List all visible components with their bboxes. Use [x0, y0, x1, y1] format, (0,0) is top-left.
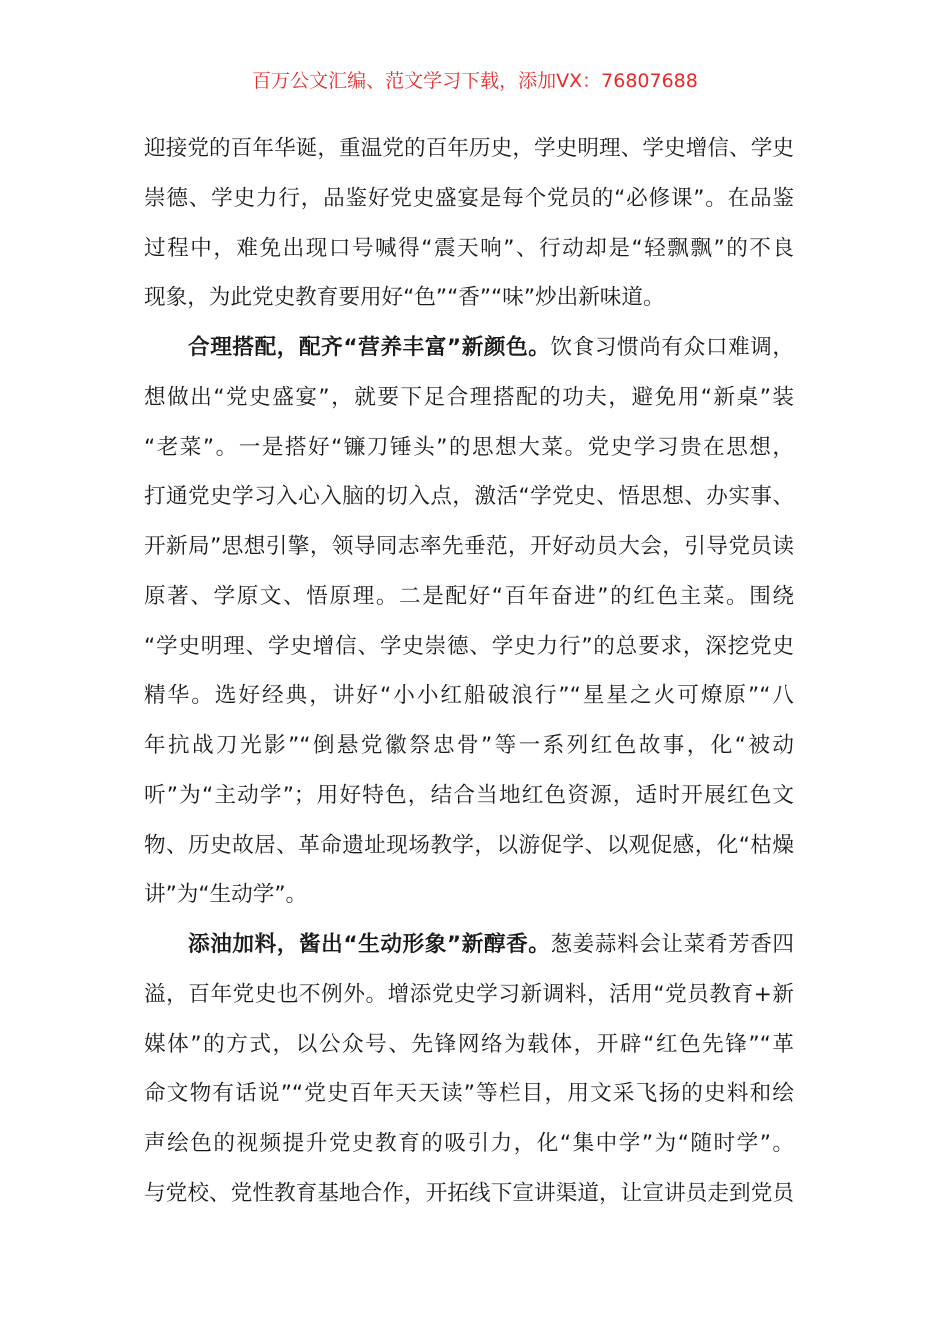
section-heading-aroma: 添油加料，酱出“生动形象”新醇香。 [188, 932, 551, 957]
text-line: 媒体”的方式，以公众号、先锋网络为载体，开辟“红色先锋”“革 [144, 1031, 794, 1057]
text-line: 年抗战刀光影”“倒悬党徽祭忠骨”等一系列红色故事，化“被动 [144, 733, 794, 758]
text-line: 与党校、党性教育基地合作，开拓线下宣讲渠道，让宣讲员走到党员 [144, 1180, 794, 1206]
text-line: 现象，为此党史教育要用好“色”“香”“味”炒出新味道。 [144, 285, 665, 311]
paragraph-intro [144, 124, 794, 323]
text-line: 听”为“主动学”；用好特色，结合当地红色资源，适时开展红色文 [144, 782, 794, 808]
document-body [144, 124, 794, 1219]
text-line: 打通党史学习入心入脑的切入点，激活“学党史、悟思想、办实事、 [144, 484, 794, 510]
paragraph-color-section [144, 323, 794, 920]
text-span: 饮食习惯尚有众口难调， [550, 335, 794, 360]
text-line [144, 323, 794, 373]
text-line: 开新局”思想引擎，领导同志率先垂范，开好动员大会，引导党员读 [144, 534, 794, 559]
text-line: 声绘色的视频提升党史教育的吸引力，化“集中学”为“随时学”。 [144, 1131, 794, 1156]
paragraph-aroma-section [144, 920, 794, 1219]
text-line: 溢，百年党史也不例外。增添党史学习新调料，活用“党员教育+新 [144, 981, 794, 1007]
text-line: 过程中，难免出现口号喊得“震天响”、行动却是“轻飘飘”的不良 [144, 235, 794, 261]
text-line: “老菜”。一是搭好“镰刀锤头”的思想大菜。党史学习贵在思想， [144, 434, 794, 460]
text-line: 精华。选好经典，讲好“小小红船破浪行”“星星之火可燎原”“八 [144, 683, 794, 709]
text-line: 原著、学原文、悟原理。二是配好“百年奋进”的红色主菜。围绕 [144, 583, 794, 609]
text-line: 想做出“党史盛宴”，就要下足合理搭配的功夫，避免用“新桌”装 [144, 384, 794, 410]
text-line: “学史明理、学史增信、学史崇德、学史力行”的总要求，深挖党史 [144, 633, 794, 659]
watermark-header: 百万公文汇编、范文学习下载，添加VX：76807688 [252, 70, 698, 92]
text-line: 迎接党的百年华诞，重温党的百年历史，学史明理、学史增信、学史 [144, 136, 794, 161]
text-line: 讲”为“生动学”。 [144, 882, 308, 908]
section-heading-color: 合理搭配，配齐“营养丰富”新颜色。 [188, 335, 551, 360]
text-line [144, 920, 794, 970]
text-line: 物、历史故居、革命遗址现场教学，以游促学、以观促感，化“枯燥 [144, 832, 794, 858]
text-span: 葱姜蒜料会让菜肴芳香四 [550, 932, 794, 957]
text-line: 命文物有话说”“党史百年天天读”等栏目，用文采飞扬的史料和绘 [144, 1081, 794, 1107]
text-line: 崇德、学史力行，品鉴好党史盛宴是每个党员的“必修课”。在品鉴 [144, 185, 794, 211]
